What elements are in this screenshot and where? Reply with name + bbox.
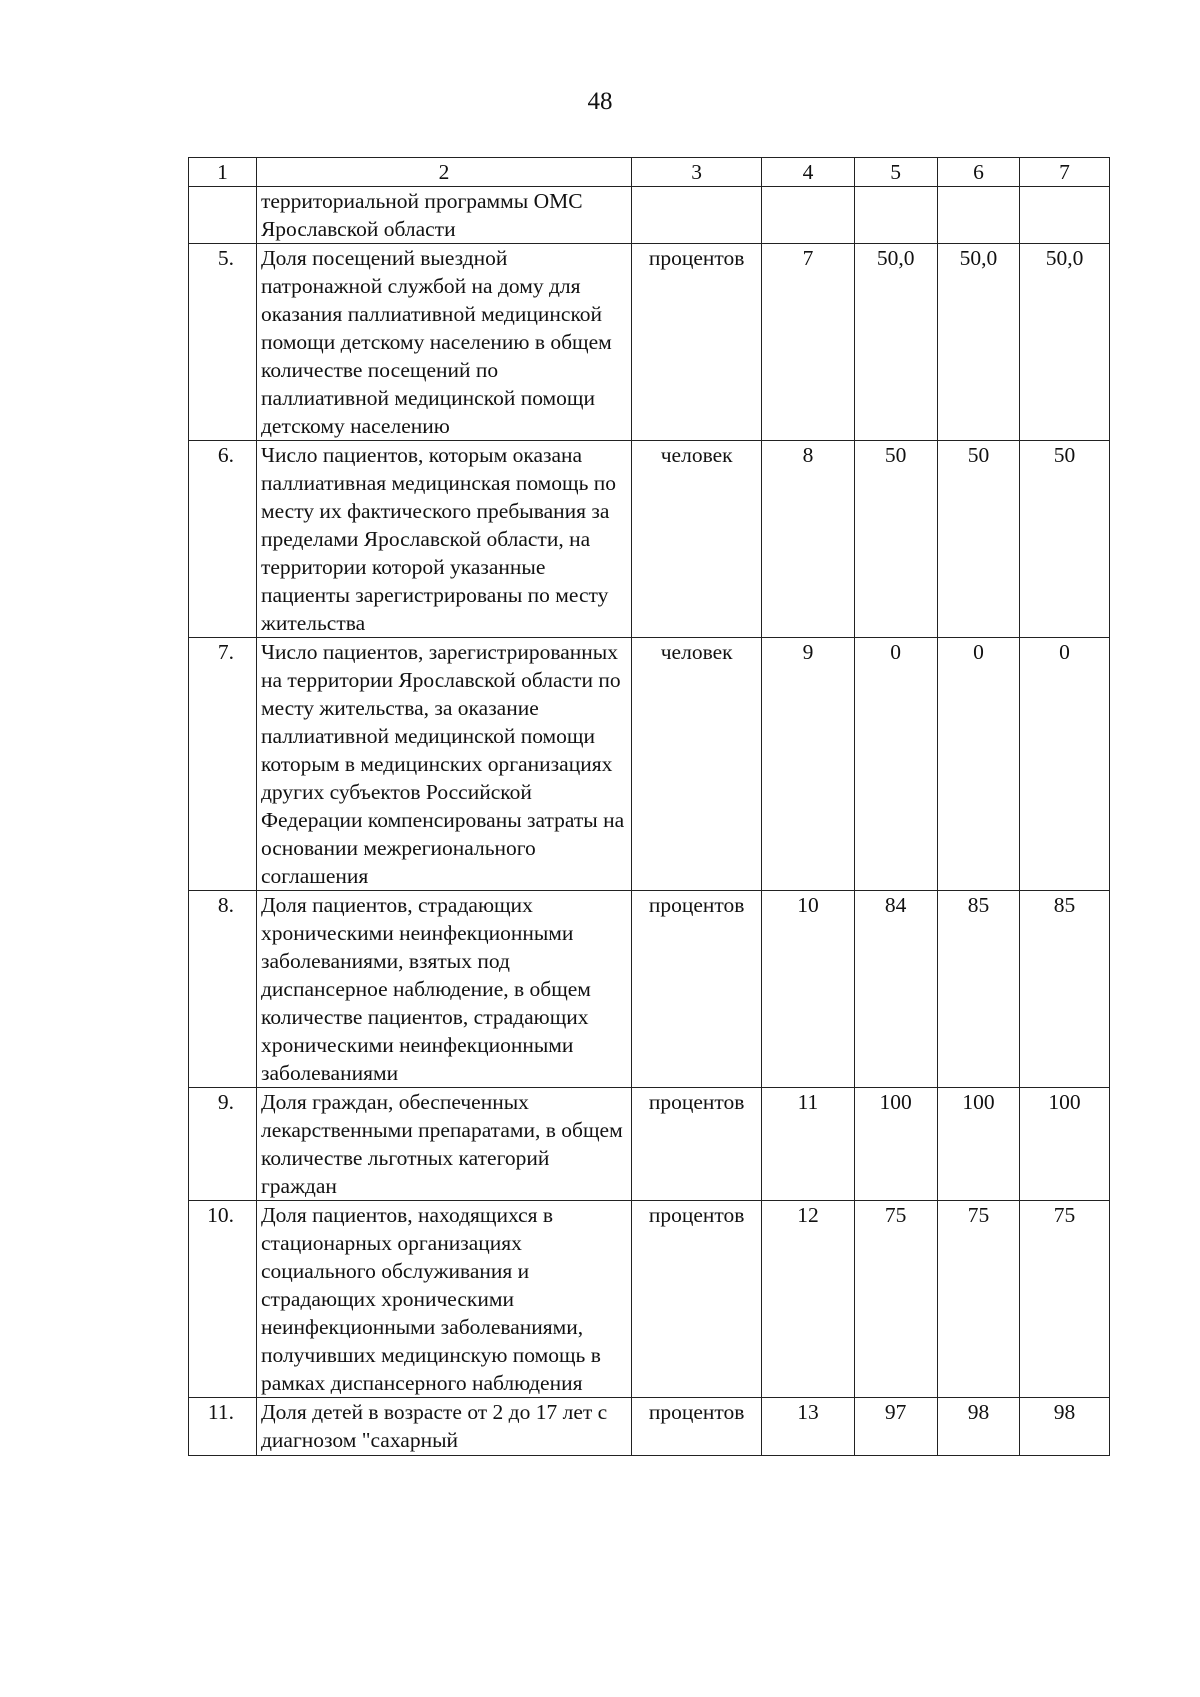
indicator-name-cell: Доля пациентов, страдающих хроническими неинфекционными заболеваниями, взятых под диспансерное наблюдение, в общем количестве пациентов, страдающих хроническими неинфекционными заболеваниями [256, 891, 631, 1088]
column-4-cell: 11 [762, 1088, 854, 1201]
value-5-cell: 0 [854, 638, 937, 891]
row-number-cell: 5. [189, 244, 257, 441]
value-7-cell: 75 [1020, 1201, 1110, 1398]
header-cell: 4 [762, 158, 854, 187]
value-7-cell: 100 [1020, 1088, 1110, 1201]
value-6-cell: 100 [937, 1088, 1019, 1201]
row-number-cell: 9. [189, 1088, 257, 1201]
column-4-cell: 13 [762, 1398, 854, 1456]
unit-cell: процентов [631, 1088, 761, 1201]
table-row [189, 441, 1110, 638]
indicators-table [188, 157, 1110, 1456]
header-cell: 5 [854, 158, 937, 187]
header-cell: 6 [937, 158, 1019, 187]
table-row [189, 1201, 1110, 1398]
column-4-cell: 9 [762, 638, 854, 891]
indicator-name-cell: Доля пациентов, находящихся в стационарных организациях социального обслуживания и страдающих хроническими неинфекционными заболеваниями, получивших медицинскую помощь в рамках диспансерного наблюдения [256, 1201, 631, 1398]
unit-cell: процентов [631, 1398, 761, 1456]
value-7-cell: 50,0 [1020, 244, 1110, 441]
indicator-name-cell: территориальной программы ОМС Ярославской области [256, 187, 631, 244]
table-row [189, 244, 1110, 441]
value-6-cell: 98 [937, 1398, 1019, 1456]
value-5-cell: 100 [854, 1088, 937, 1201]
value-5-cell: 50 [854, 441, 937, 638]
indicator-name-cell: Доля граждан, обеспеченных лекарственными препаратами, в общем количестве льготных категорий граждан [256, 1088, 631, 1201]
unit-cell: процентов [631, 1201, 761, 1398]
indicator-name-cell: Число пациентов, которым оказана паллиативная медицинская помощь по месту их фактического пребывания за пределами Ярославской области, на территории которой указанные пациенты зарегистрированы по месту жительства [256, 441, 631, 638]
unit-cell: процентов [631, 891, 761, 1088]
table-row-continuation [189, 187, 1110, 244]
unit-cell: человек [631, 638, 761, 891]
value-6-cell: 50,0 [937, 244, 1019, 441]
value-5-cell: 84 [854, 891, 937, 1088]
value-7-cell: 0 [1020, 638, 1110, 891]
row-number-cell [189, 187, 257, 244]
value-7-cell: 50 [1020, 441, 1110, 638]
value-6-cell: 50 [937, 441, 1019, 638]
unit-cell: человек [631, 441, 761, 638]
header-cell: 1 [189, 158, 257, 187]
header-cell: 3 [631, 158, 761, 187]
value-7-cell: 98 [1020, 1398, 1110, 1456]
column-4-cell: 8 [762, 441, 854, 638]
page-number: 48 [587, 88, 613, 115]
column-4-cell: 7 [762, 244, 854, 441]
value-6-cell: 85 [937, 891, 1019, 1088]
value-7-cell: 85 [1020, 891, 1110, 1088]
indicator-name-cell: Число пациентов, зарегистрированных на территории Ярославской области по месту жительства, за оказание паллиативной медицинской помощи которым в медицинских организациях других субъектов Российской Федерации компенсированы затраты на основании межрегионального соглашения [256, 638, 631, 891]
indicator-name-cell: Доля детей в возрасте от 2 до 17 лет с диагнозом "сахарный [256, 1398, 631, 1456]
table-row [189, 891, 1110, 1088]
table-header-row [189, 158, 1110, 187]
value-6-cell: 75 [937, 1201, 1019, 1398]
row-number-cell: 10. [189, 1201, 257, 1398]
row-number-cell: 7. [189, 638, 257, 891]
column-4-cell: 12 [762, 1201, 854, 1398]
row-number-cell: 6. [189, 441, 257, 638]
value-5-cell: 97 [854, 1398, 937, 1456]
row-number-cell: 11. [189, 1398, 257, 1456]
value-6-cell: 0 [937, 638, 1019, 891]
table-row [189, 1398, 1110, 1456]
value-5-cell: 75 [854, 1201, 937, 1398]
table-row [189, 638, 1110, 891]
column-4-cell: 10 [762, 891, 854, 1088]
header-cell: 7 [1020, 158, 1110, 187]
row-number-cell: 8. [189, 891, 257, 1088]
value-5-cell: 50,0 [854, 244, 937, 441]
header-cell: 2 [256, 158, 631, 187]
table-row [189, 1088, 1110, 1201]
unit-cell: процентов [631, 244, 761, 441]
indicator-name-cell: Доля посещений выездной патронажной службой на дому для оказания паллиативной медицинской помощи детскому населению в общем количестве посещений по паллиативной медицинской помощи детскому населению [256, 244, 631, 441]
